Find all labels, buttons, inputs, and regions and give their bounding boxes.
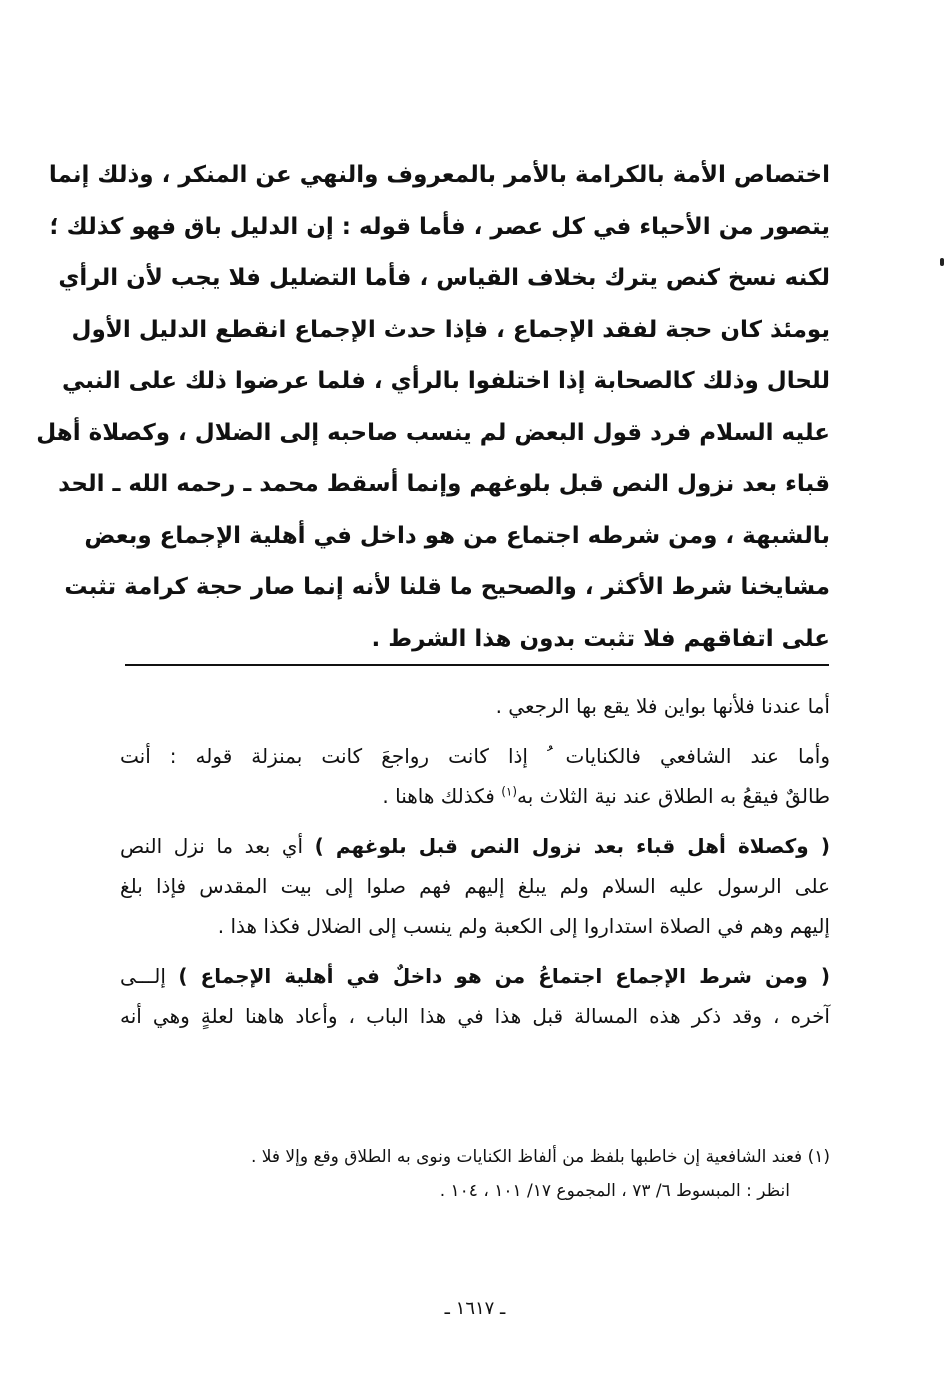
main-text-line: عليه السلام فرد قول البعض لم ينسب صاحبه إلى الضلال ، وكصلاة أهل [36,419,830,446]
commentary-line: على الرسول عليه السلام ولم يبلغ إليهم فهم صلوا إلى بيت المقدس فإذا بلغ [120,874,830,898]
commentary-text: أي بعد ما نزل النص [120,834,315,858]
separator-rule [125,664,829,666]
commentary-line: أما عندنا فلأنها بواين فلا يقع بها الرجعي . [495,694,830,718]
main-text-line: على اتفاقهم فلا تثبت بدون هذا الشرط . [371,625,830,652]
commentary-line [120,956,830,996]
main-text-line: قباء بعد نزول النص قبل بلوغهم وإنما أسقط محمد ـ رحمه الله ـ الحد [58,471,830,497]
main-text-line: مشايخنا شرط الأكثر ، والصحيح ما قلنا لأنه إنما صار حجة كرامة تثبت [64,574,830,600]
main-text-line: للحال وذلك كالصحابة إذا اختلفوا بالرأي ، فلما عرضوا ذلك على النبي [62,368,830,394]
commentary-line: إليهم وهم في الصلاة استداروا إلى الكعبة ولم ينسب إلى الضلال فكذا هذا . [217,914,830,938]
footnote-line: (١) فعند الشافعية إن خاطبها بلفظ من ألفاظ الكنايات ونوى به الطلاق وقع وإلا فلا . [250,1147,830,1167]
main-text [36,150,830,665]
commentary-paragraph [120,736,830,816]
commentary-line: آخره ، وقد ذكر هذه المسالة قبل هذا في هذا الباب ، وأعاد هاهنا لعلةٍ وهي أنه [120,1004,830,1028]
commentary-line: وأما عند الشافعي فالكنايات ُ إذا كانت رواجعَ كانت بمنزلة قوله : أنت [120,744,830,768]
main-text-line: يومئذ كان حجة لفقد الإجماع ، فإذا حدث الإجماع انقطع الدليل الأول [71,316,830,343]
main-text-line: اختصاص الأمة بالكرامة بالأمر بالمعروف والنهي عن المنكر ، وذلك إنما [48,162,830,188]
commentary-line [120,826,830,866]
main-text-line: بالشبهة ، ومن شرطه اجتماع من هو داخل في أهلية الإجماع وبعض [84,522,830,549]
quoted-lemma: ( ومن شرط الإجماع اجتماعُ من هو داخلٌ في أهلية الإجماع ) [178,964,830,988]
commentary-paragraph [120,686,830,726]
commentary [120,686,830,1046]
footnote-reference: (١) [501,784,518,799]
main-text-line: يتصور من الأحياء في كل عصر ، فأما قوله : إن الدليل باق فهو كذلك ؛ [49,213,830,240]
commentary-text: إلـــى [120,964,179,988]
commentary-paragraph [120,956,830,1036]
scan-mark [940,258,944,266]
commentary-text: طالقٌ فيقعُ به الطلاق عند نية الثلاث به [517,784,830,808]
footnote-line: انظر : المبسوط ٦/ ٧٣ ، المجموع ١٧/ ١٠١ ، ١٠٤ . [439,1181,790,1201]
commentary-text: فكذلك هاهنا . [382,784,502,808]
commentary-paragraph [120,826,830,946]
footnotes [150,1140,830,1208]
commentary-line [120,776,830,816]
page-number: ـ ١٦١٧ ـ [444,1298,506,1319]
main-text-line: لكنه نسخ كنص يترك بخلاف القياس ، فأما التضليل فلا يجب لأن الرأي [58,265,830,291]
quoted-lemma: ( وكصلاة أهل قباء بعد نزول النص قبل بلوغهم ) [314,834,830,858]
